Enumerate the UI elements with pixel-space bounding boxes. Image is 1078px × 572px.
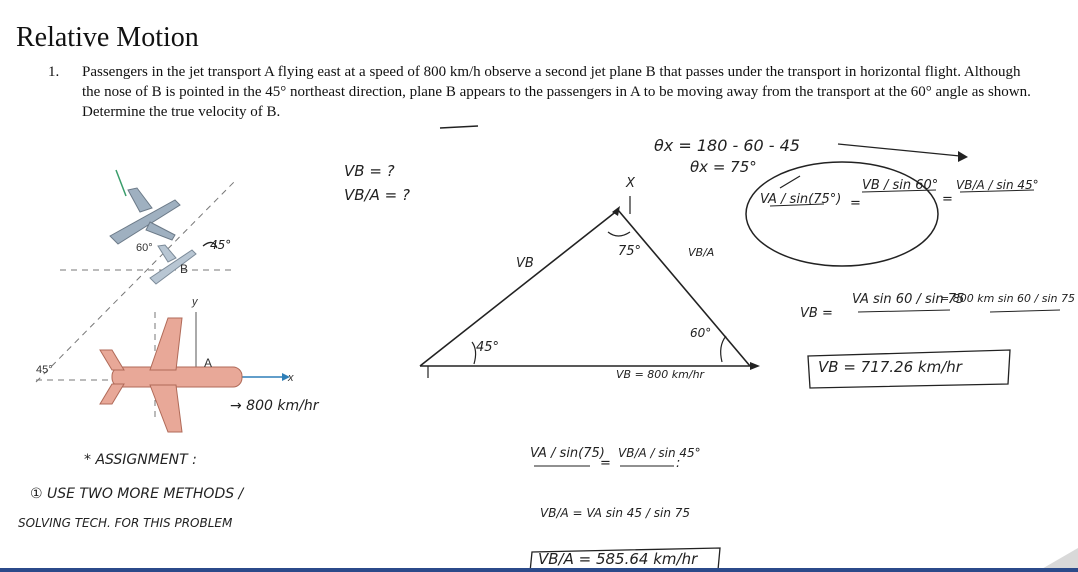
plane-a-icon bbox=[100, 318, 242, 432]
va-arrowhead bbox=[750, 362, 760, 370]
problem-number: 1. bbox=[48, 64, 60, 80]
vb-equation-numeric: = 800 km sin 60 / sin 75 bbox=[940, 292, 1075, 305]
sine-law-eq-2: = bbox=[942, 192, 953, 207]
x-axis-label: x bbox=[288, 372, 294, 384]
plane-b-icon bbox=[110, 188, 180, 244]
assignment-heading: * ASSIGNMENT : bbox=[84, 452, 197, 468]
vb-result: VB = 717.26 km/hr bbox=[818, 358, 962, 376]
vb-equation-fraction: VA sin 60 / sin 75 bbox=[852, 292, 965, 307]
plane-b-label: B bbox=[180, 262, 189, 276]
y-axis-label: y bbox=[192, 296, 198, 308]
frac-bar-vb-eq bbox=[858, 310, 950, 312]
vector-triangle bbox=[420, 210, 750, 366]
speed-a-note: → 800 km/hr bbox=[230, 398, 319, 414]
frac-bar-vb-num bbox=[990, 310, 1060, 312]
triangle-45-label: 45° bbox=[476, 340, 500, 355]
sine-law-va: VA / sin(75°) bbox=[760, 192, 842, 207]
arc-60 bbox=[721, 336, 726, 362]
triangle-side-vba bbox=[618, 210, 750, 366]
pointer-arrowhead bbox=[958, 151, 968, 162]
sine-law-vb: VB / sin 60° bbox=[862, 178, 939, 193]
theta-eq-1: θx = 180 - 60 - 45 bbox=[654, 136, 800, 155]
arc-75 bbox=[608, 232, 630, 236]
vba-result: VB/A = 585.64 km/hr bbox=[538, 550, 698, 568]
law2-va: VA / sin(75) bbox=[530, 446, 605, 461]
angle-45-handwritten: 45° bbox=[210, 238, 232, 252]
bottom-border bbox=[0, 568, 1078, 572]
pointer-arrow bbox=[838, 144, 960, 156]
angle-60-label: 60° bbox=[136, 242, 153, 254]
vb-unknown: VB = ? bbox=[344, 162, 395, 180]
law2-eq: = bbox=[600, 456, 611, 471]
plane-b-heading-arrow bbox=[116, 170, 126, 196]
law2-colon: : bbox=[676, 456, 681, 471]
underline-mark bbox=[440, 126, 478, 128]
assignment-line-2: SOLVING TECH. FOR THIS PROBLEM bbox=[18, 516, 233, 530]
triangle-75-label: 75° bbox=[618, 244, 642, 259]
triangle-va-label: VB = 800 km/hr bbox=[616, 368, 705, 381]
angle-45-label: 45° bbox=[36, 364, 53, 376]
triangle-vba-label: VB/A bbox=[688, 246, 715, 259]
plane-a-label: A bbox=[204, 356, 213, 370]
triangle-vb-label: VB bbox=[516, 256, 534, 271]
triangle-60-label: 60° bbox=[690, 326, 712, 340]
page-title: Relative Motion bbox=[16, 22, 199, 53]
sine-law-eq-1: = bbox=[850, 196, 861, 211]
problem-text: Passengers in the jet transport A flying east at a speed of 800 km/h observe a second jet plane B that passes under the transport in horizontal flight. Although the nose of B is pointed in the 45° northeast direction, plane B appears to the passengers in A to be moving away from the transport at the 60° angle as shown. Determine the true velocity of B. bbox=[82, 64, 1031, 120]
sine-law-vba: VB/A / sin 45° bbox=[956, 178, 1039, 192]
vb-equation-lhs: VB = bbox=[800, 306, 833, 321]
vba-equation: VB/A = VA sin 45 / sin 75 bbox=[540, 506, 691, 520]
plane-b-shadow-icon bbox=[150, 245, 196, 284]
assignment-line-1: ① USE TWO MORE METHODS / bbox=[30, 486, 244, 502]
va-check-mark bbox=[780, 176, 800, 188]
triangle-x-label: X bbox=[626, 176, 635, 191]
vba-unknown: VB/A = ? bbox=[344, 186, 410, 204]
theta-eq-2: θx = 75° bbox=[690, 158, 757, 176]
triangle-side-vb bbox=[420, 210, 618, 366]
law2-vba: VB/A / sin 45° bbox=[618, 446, 701, 460]
